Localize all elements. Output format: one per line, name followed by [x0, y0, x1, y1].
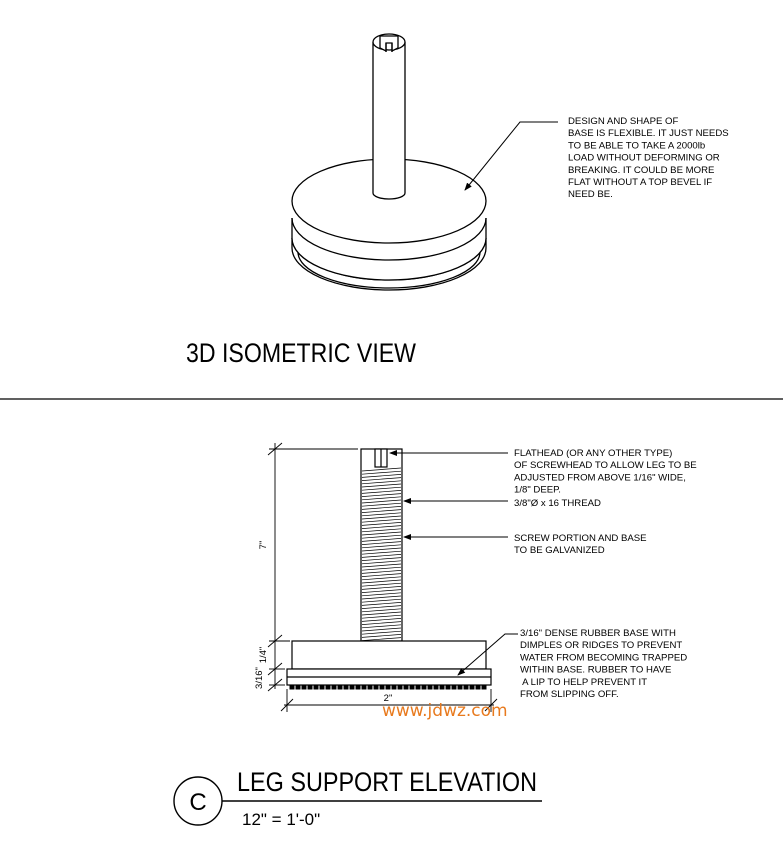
dimension-height: 7" [258, 540, 269, 550]
note-rubber [520, 628, 687, 700]
iso-note-line: DESIGN AND SHAPE OF [568, 116, 679, 127]
note-rubber-line: WITHIN BASE. RUBBER TO HAVE [520, 664, 672, 676]
note-rubber-line: A LIP TO HELP PREVENT IT [520, 676, 648, 688]
note-galvanized [514, 533, 647, 556]
iso-note-line: NEED BE. [568, 189, 613, 201]
elevation-drawing [287, 449, 491, 689]
iso-note-line: BREAKING. IT COULD BE MORE [568, 164, 715, 176]
note-flathead-line: ADJUSTED FROM ABOVE 1/16" WIDE, [514, 472, 686, 484]
title-block [174, 767, 542, 829]
note-rubber-line: FROM SLIPPING OFF. [520, 689, 619, 700]
note-rubber-line: 3/16" DENSE RUBBER BASE WITH [520, 628, 676, 639]
watermark: www.jdwz.com [382, 701, 508, 721]
rubber-pad [287, 669, 491, 689]
elevation-scale: 12" = 1'-0" [242, 810, 321, 829]
dimension-width: 2" [383, 693, 393, 704]
iso-note [568, 116, 729, 200]
note-flathead-line: FLATHEAD (OR ANY OTHER TYPE) [514, 448, 673, 459]
note-flathead [514, 448, 697, 496]
dimension-base: 1/4" [258, 646, 269, 664]
dimension-rubber: 3/16" [254, 667, 265, 689]
note-galvanized-line: SCREW PORTION AND BASE [514, 533, 647, 544]
iso-note-line: FLAT WITHOUT A TOP BEVEL IF [568, 177, 713, 188]
base-plate [292, 641, 486, 669]
iso-note-line: TO BE ABLE TO TAKE A 2000lb [568, 140, 706, 152]
threaded-shaft [361, 449, 402, 641]
iso-note-leader [465, 122, 558, 190]
iso-note-line: LOAD WITHOUT DEFORMING OR [568, 152, 720, 164]
note-rubber-line: DIMPLES OR RIDGES TO PREVENT [520, 640, 683, 652]
note-rubber-line: WATER FROM BECOMING TRAPPED [520, 652, 688, 664]
note-thread [514, 498, 601, 509]
note-flathead-line: 1/8" DEEP. [514, 484, 561, 496]
screwhead-slot [375, 449, 387, 467]
note-galvanized-line: TO BE GALVANIZED [514, 545, 605, 557]
detail-letter: C [189, 789, 207, 816]
note-thread-line: 3/8"Ø x 16 THREAD [514, 498, 601, 509]
elevation-title: LEG SUPPORT ELEVATION [237, 767, 537, 797]
iso-view-title: 3D ISOMETRIC VIEW [186, 338, 417, 368]
iso-screw-shaft [373, 34, 405, 199]
note-flathead-line: OF SCREWHEAD TO ALLOW LEG TO BE [514, 460, 697, 472]
isometric-drawing [292, 34, 486, 290]
iso-note-line: BASE IS FLEXIBLE. IT JUST NEEDS [568, 128, 729, 140]
